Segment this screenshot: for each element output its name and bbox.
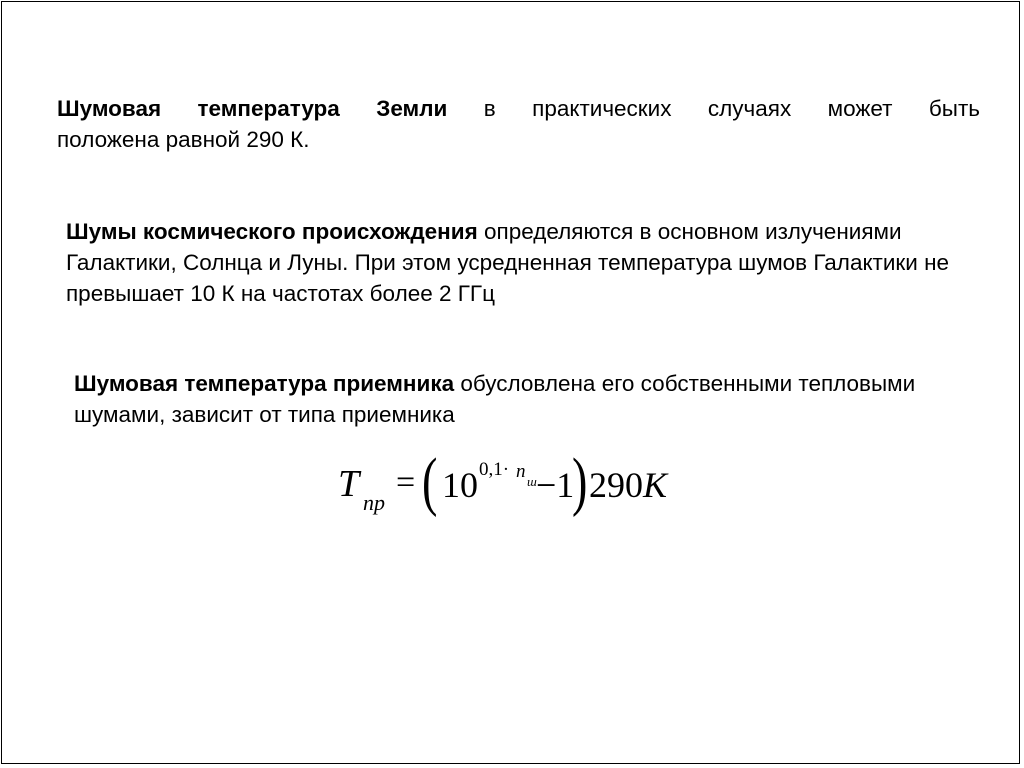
formula-base: 10 (442, 465, 478, 505)
formula-minus-one: −1 (536, 465, 575, 505)
receiver-noise-temperature-formula (338, 445, 678, 526)
formula-subscript: пр (363, 490, 385, 515)
paragraph-earth-noise-temperature (57, 93, 980, 155)
paragraph-line (57, 93, 980, 124)
formula-exponent: 0,1· (479, 459, 510, 480)
term-cosmic-noise: Шумы космического происхождения (66, 219, 478, 244)
paragraph-text: в практических случаях может быть (447, 96, 980, 121)
term-earth-noise-temperature: Шумовая температура Земли (57, 96, 448, 121)
paragraph-text: положена равной 290 К. (57, 127, 310, 152)
formula-exponent-subscript: ш (527, 474, 537, 489)
paragraph-receiver-noise-temperature (74, 368, 974, 430)
slide (1, 1, 1020, 764)
formula-number: 290 (589, 465, 643, 505)
formula-left-paren: ( (422, 445, 438, 518)
paragraph-text: определяются в основном излучениями Галактики, Солнца и Луны. При этом усредненная температура шумов Галактики не превышает 10 К на частотах более 2 ГГц (66, 219, 950, 306)
formula-unit: К (643, 465, 667, 505)
term-receiver-noise-temperature: Шумовая температура приемника (74, 371, 455, 396)
formula-right-paren: ) (572, 445, 588, 518)
paragraph-cosmic-noise (66, 216, 996, 309)
formula-value (589, 464, 667, 506)
formula-equals: = (396, 464, 416, 501)
formula-exponent-variable: n (516, 461, 526, 482)
paragraph-text: обусловлена его собственными тепловыми шумами, зависит от типа приемника (74, 371, 916, 427)
formula-symbol-t: T (338, 463, 360, 505)
